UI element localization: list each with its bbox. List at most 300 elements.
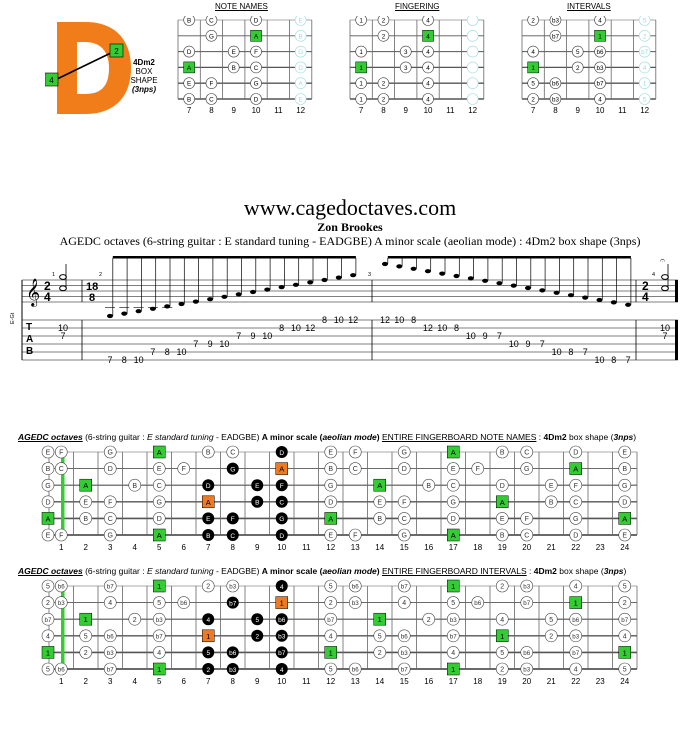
logo-box-left-label: 4 [49,76,54,85]
note-label: D [45,499,51,507]
note-label: G [401,532,407,540]
title-part: - EADGBE) [213,432,262,442]
note-label: b3 [572,633,580,641]
fret-number: 3 [108,543,113,552]
time-sig-top: 2 [44,279,51,293]
note-label: 5 [255,617,260,624]
mini-note-label: C [209,96,214,104]
note-label: b6 [57,583,65,591]
note-label: C [352,466,358,474]
fret-number: 15 [399,677,409,686]
note-label: F [181,466,186,474]
mini-fret-number: 11 [446,106,455,115]
note-label: A [622,514,628,524]
mini-diagram-fingering [340,16,490,128]
note-head [482,279,488,283]
note-label: A [156,531,162,540]
title-part: aeolian mode [322,432,377,442]
mini-fret-number: 10 [595,106,605,115]
note-label: 4 [157,650,162,657]
tab-number: 7 [193,339,199,349]
note-head [454,274,460,278]
note-label: D [107,466,113,474]
mini-note-marker [467,30,478,41]
title-part: (6-string guitar : [82,566,147,576]
fret-number: 4 [132,677,137,686]
note-label: b6 [523,650,531,657]
note-label: b7 [229,600,237,608]
note-label: b3 [351,600,359,608]
mini-note-marker [467,16,478,26]
title-part: AGEDC octaves [18,566,83,576]
tab-number: 10 [394,315,405,325]
mini-note-label: A [253,33,259,41]
fret-number: 9 [255,677,260,686]
note-head [568,293,574,297]
note-label: b6 [400,633,408,641]
shape-logo [45,18,135,118]
fret-number: 21 [546,543,556,552]
note-head [539,288,545,292]
note-label: 5 [328,666,333,674]
mini-note-label: 5 [531,80,535,88]
note-head [511,284,517,288]
note-label: C [573,499,579,507]
note-head [221,295,227,299]
note-label: b6 [351,583,359,591]
fret-number: 21 [546,677,556,686]
fret-number: 19 [497,543,507,552]
fret-number: 22 [571,677,581,686]
title-part: ENTIRE FINGERBOARD NOTE NAMES [381,432,537,442]
fret-number: 10 [277,677,287,686]
mini-note-label: b3 [596,64,604,72]
mini-note-label: 4 [598,96,602,104]
mini-note-label: E [298,17,303,25]
note-head [625,303,631,307]
note-label: C [524,532,530,540]
note-label: E [83,499,89,507]
note-label: b6 [180,600,188,608]
treble-clef-icon: 𝄞 [26,279,41,306]
mini-note-label: 2 [531,17,535,25]
note-label: A [499,497,505,507]
tab-number: 8 [164,347,170,357]
note-label: A [450,448,456,457]
fret-number: 13 [350,543,360,552]
fret-number: 4 [132,543,137,552]
fret-number: 2 [83,543,88,552]
mini-note-marker [467,46,478,57]
note-label: 5 [500,650,505,657]
shape-label [124,58,164,94]
title-part: A minor scale [261,566,318,576]
fret-number: 7 [206,543,211,552]
mini-fret-number: 12 [296,106,306,115]
note-label: G [45,482,51,490]
note-head [136,309,142,313]
note-head [179,302,185,306]
note-label: B [377,516,383,523]
note-label: D [573,449,579,457]
mini-note-label: D [253,17,259,25]
title-part: 3nps [613,432,634,442]
note-label: A [45,514,51,524]
tab-number: 7 [539,339,545,349]
tab-number: 7 [236,331,242,341]
mini-fret-number: 11 [618,106,627,115]
tab-number: 10 [262,331,273,341]
note-label: 2 [206,583,211,591]
tab-number: 8 [611,355,617,365]
measure-number: 2 [99,272,103,278]
time-sig-top: 2 [642,279,649,293]
mini-fret-number: 7 [530,106,536,115]
mini-fret-number: 7 [186,106,192,115]
mini-fret-number: 9 [575,106,580,115]
note-label: D [499,482,505,490]
note-label: D [156,516,162,523]
note-label: 4 [622,633,627,641]
fret-number: 2 [83,677,88,686]
mini-note-label: 4 [426,64,430,72]
mini-note-label: 3 [403,49,408,57]
note-head [207,297,213,301]
page-subtitle: AGEDC octaves (6-string guitar : E standard tuning - EADGBE) A minor scale (aeolian mode) : 4Dm2 box shape (3nps) [59,234,641,248]
mini-note-label: 4 [426,49,430,57]
title-part: E standard tuning [146,432,214,442]
tab-number: 8 [568,347,574,357]
note-label: G [107,449,113,457]
note-label: C [230,449,236,457]
note-label: B [499,532,505,540]
mini-note-label: 1 [598,33,602,41]
note-label: A [377,481,383,491]
mini-note-marker [467,78,478,89]
mini-note-label: 2 [642,33,647,41]
time-sig-bottom: 8 [89,292,96,304]
note-label: b3 [278,633,286,641]
note-label: 4 [573,583,578,591]
note-label: A [573,464,579,474]
instrument-label: E-Gt [10,312,16,324]
note-label: b7 [106,583,114,591]
mini-note-label: G [208,33,214,41]
note-label: C [450,482,456,490]
fret-number: 14 [375,543,385,552]
note-label: b3 [106,650,114,657]
note-label: C [58,466,64,474]
fret-number: 11 [302,543,311,552]
note-label: G [573,516,579,523]
note-label: 1 [157,665,162,674]
note-label: D [573,532,579,540]
fret-number: 23 [595,543,605,552]
tab-number: 10 [437,323,448,333]
note-label: G [107,532,113,540]
note-label: 5 [622,666,627,674]
note-label: C [524,449,530,457]
note-label: 5 [46,583,50,591]
tab-number: 7 [625,355,631,365]
measure-number: 3 [368,272,372,278]
tab-number: 9 [525,339,531,349]
author-name: Zon Brookes [317,220,383,234]
time-sig-bottom: 4 [642,290,649,304]
tab-number: 12 [348,315,359,325]
mini-note-label: b7 [596,80,604,88]
note-label: D [450,516,456,523]
note-label: 4 [573,666,578,674]
mini-note-label: D [298,64,303,72]
note-label: 2 [377,650,382,657]
note-label: 5 [206,650,211,658]
mini-fret-number: 9 [231,106,236,115]
fret-number: 1 [59,543,64,552]
note-label: E [45,532,51,540]
mini-note-label: G [298,49,304,57]
note-label: F [59,449,64,457]
note-label: 5 [328,583,333,591]
note-head [611,300,617,304]
tab-number: 10 [133,355,144,365]
mini-note-label: 1 [359,17,363,25]
mini-note-label: 1 [359,80,363,88]
note-label: b7 [400,666,408,674]
note-label: b7 [449,633,457,641]
note-label: 4 [328,633,333,641]
tab-number: 10 [508,339,519,349]
note-label: G [524,466,530,474]
fret-number: 16 [424,543,434,552]
note-label: D [279,449,285,457]
note-label: 1 [157,582,162,591]
mini-note-label: 2 [381,33,386,41]
note-label: 5 [622,583,627,591]
note-label: b7 [523,600,531,608]
measure-number: 1 [52,272,56,278]
mini-fret-number: 10 [251,106,261,115]
notation-and-tab [0,255,700,375]
note-label: B [426,482,432,490]
final-barline [675,320,678,360]
note-label: E [450,466,456,474]
mini-note-label: 4 [426,80,430,88]
mini-note-label: 2 [575,64,580,72]
note-label: E [622,532,628,540]
mini-note-label: D [253,96,259,104]
note-label: 4 [500,616,505,624]
fret-number: 20 [522,543,532,552]
note-head [236,292,242,296]
tab-clef-letter: A [26,334,34,345]
note-label: b6 [106,633,114,641]
note-label: A [83,481,89,491]
title-part: box shape ( [556,566,604,576]
note-label: 2 [206,666,211,674]
note-head [293,283,299,287]
title-part: ( [317,566,323,576]
fret-number: 16 [424,677,434,686]
mini-fret-number: 9 [403,106,408,115]
note-label: b7 [621,616,629,624]
note-label: E [548,482,554,490]
note-label: E [622,449,628,457]
mini-note-label: 4 [531,49,535,57]
note-label: 5 [83,633,88,641]
fret-number: 20 [522,677,532,686]
fret-number: 3 [108,677,113,686]
note-label: b7 [327,616,335,624]
mini-note-label: B [231,64,236,72]
fret-number: 17 [448,677,458,686]
note-label: 1 [206,631,211,641]
note-label: F [353,449,358,457]
note-label: 2 [46,600,50,608]
title-part: E standard tuning [146,566,214,576]
note-label: G [401,449,407,457]
note-label: 2 [132,616,137,624]
note-label: b6 [57,666,65,674]
note-label: 5 [157,600,162,608]
note-label: D [328,499,334,507]
fret-number: 19 [497,677,507,686]
note-label: F [230,516,235,524]
note-label: 4 [279,666,284,674]
note-head [496,281,502,285]
mini-fret-number: 12 [468,106,478,115]
note-label: b3 [229,666,237,674]
mini-note-label: E [187,80,192,88]
tab-number: 8 [321,315,328,325]
note-label: E [328,532,334,540]
note-label: 1 [279,598,284,608]
note-label: 5 [451,600,456,608]
tab-number: 8 [121,355,127,365]
note-label: 2 [500,583,505,591]
note-label: b3 [155,616,163,624]
site-url: www.cagedoctaves.com [243,195,457,220]
fret-number: 6 [181,543,186,552]
note-head [582,296,588,300]
note-label: 1 [451,665,456,674]
note-label: A [156,448,162,457]
mini-note-label: 2 [531,96,535,104]
mini-title-note-names: NOTE NAMES [215,2,268,11]
note-label: E [206,516,211,524]
note-head [121,312,127,316]
tab-number: 10 [176,347,187,357]
tab-number: 7 [662,331,668,341]
mini-note-label: 5 [642,96,647,104]
note-label: 2 [500,666,505,674]
note-label: 2 [328,600,333,608]
tab-number: 12 [305,323,316,333]
mini-note-label: B [187,96,192,104]
note-label: D [279,532,285,540]
mini-note-label: C [209,17,214,25]
tab-number: 10 [290,323,301,333]
fret-number: 22 [571,543,581,552]
tab-number: 10 [333,315,344,325]
note-label: B [132,482,138,490]
note-label: 1 [83,615,88,625]
mini-note-label: 1 [359,96,363,104]
note-head [264,288,270,292]
mini-title-intervals: INTERVALS [567,2,611,11]
note-label: 2 [426,616,431,624]
mini-note-label: E [298,96,303,104]
title-part: 4Dm2 [543,432,567,442]
note-label: 2 [83,650,88,657]
tab-number: 12 [379,315,391,325]
note-head [60,275,67,280]
note-label: G [279,516,285,524]
note-label: G [622,482,628,490]
note-label: b6 [572,616,580,624]
note-label: A [328,514,334,524]
mini-note-label: b7 [641,49,649,57]
note-label: b7 [278,650,286,658]
fret-number: 24 [620,677,630,686]
note-label: C [156,482,162,490]
mini-note-label: A [187,64,192,72]
note-label: G [450,499,456,507]
note-head [439,272,445,276]
note-head [662,275,669,280]
mini-note-marker [467,62,478,73]
note-label: G [156,499,162,507]
fret-number: 15 [399,543,409,552]
mini-note-label: 1 [359,64,363,72]
note-label: 1 [500,631,505,641]
title-part: ) [376,432,382,442]
note-head [468,276,474,280]
mini-note-label: b3 [551,17,559,25]
note-label: F [279,483,284,490]
note-label: 4 [46,633,50,641]
logo-graphic [45,18,135,118]
fret-number: 14 [375,677,385,686]
tab-number: 9 [482,331,488,341]
note-label: 2 [255,633,260,641]
note-label: E [328,449,334,457]
mini-fret-number: 8 [381,106,386,115]
title-part: A minor scale [261,432,318,442]
fretboard-intervals [0,576,700,696]
note-label: D [622,499,628,507]
mini-note-label: F [209,80,214,88]
shape-name: 4Dm2 [133,58,155,67]
fret-number: 13 [350,677,360,686]
fret-number: 23 [595,677,605,686]
note-label: 1 [45,648,51,658]
note-label: B [622,466,628,474]
tab-clef-letter: T [26,322,33,333]
mini-note-label: b3 [551,96,559,104]
note-head [60,286,67,291]
fret-number: 18 [473,677,483,686]
note-head [411,267,417,271]
tab-number: 7 [496,331,502,341]
tab-number: 9 [250,331,256,341]
tab-number: 7 [150,347,156,357]
note-label: 4 [206,617,211,624]
note-head [336,276,342,280]
mini-note-label: E [231,49,236,57]
note-label: C [107,516,113,523]
note-label: b3 [523,666,531,674]
